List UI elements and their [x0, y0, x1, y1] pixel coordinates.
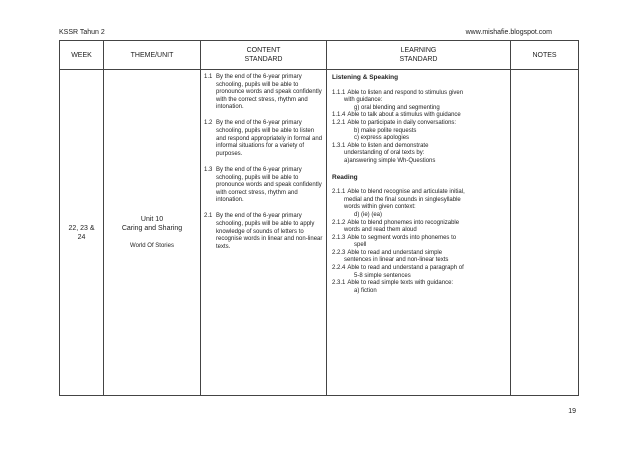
unit-theme: Caring and Sharing	[121, 224, 183, 232]
learning-standard-subitem: g) oral blending and segmenting	[354, 104, 440, 111]
learning-standard-item: 2.3.1 Able to read simple texts with guidance:	[332, 280, 454, 287]
unit-topic: World Of Stories	[130, 242, 174, 249]
learning-standard-item: 1.1.4 Able to talk about a stimulus with guidance	[332, 112, 461, 119]
learning-standard-item: 1.3.1 Able to listen and demonstrate	[332, 142, 429, 149]
learning-standard-item: 1.1.1 Able to listen and respond to stimulus given	[332, 89, 464, 96]
learning-standard-item: 2.1.2 Able to blend phonemes into recognizable	[332, 219, 460, 226]
content-standard-cell	[201, 70, 327, 396]
learning-standard-item: 2.1.3 Able to segment words into phonemes to	[332, 234, 457, 241]
column-header-content-standard: CONTENT STANDARD	[201, 41, 327, 70]
learning-standard-continuation: words and read them aloud	[344, 227, 417, 234]
learning-standard-continuation: words within given context:	[344, 204, 416, 211]
column-header-week: WEEK	[60, 41, 104, 70]
content-standard-item: 1.1 By the end of the 6-year primary schooling, pupils will be able to pronounce words and speak confidently with the correct stress, rhythm and intonation.	[204, 74, 322, 111]
listening-speaking-heading: Listening & Speaking	[332, 74, 399, 81]
reading-heading: Reading	[332, 173, 358, 181]
content-standard-item: 2.1 By the end of the 6-year primary schooling, pupils will be able to apply knowledge of sounds of letters to recognise words in linear and non-linear texts.	[204, 213, 323, 250]
learning-standard-continuation: a)answering simple Wh-Questions	[344, 157, 436, 164]
learning-standard-cell	[327, 70, 511, 396]
learning-standard-subitem: b) make polite requests	[354, 127, 417, 134]
learning-standard-subitem: a) fiction	[354, 287, 377, 294]
learning-standard-item: 2.1.1 Able to blend recognise and articulate initial,	[332, 189, 465, 196]
learning-standard-subitem: d) (ie) (ea)	[354, 211, 383, 218]
page-number: 19	[568, 408, 576, 415]
learning-standard-continuation: understanding of oral texts by:	[344, 150, 425, 157]
learning-standard-continuation: 5-8 simple sentences	[354, 272, 411, 279]
learning-standard-item: 1.2.1 Able to participate in daily conversations:	[332, 119, 457, 126]
column-header-learning-standard: LEARNING STANDARD	[327, 41, 511, 70]
unit-title: Unit 10	[140, 215, 164, 223]
notes-cell	[511, 70, 579, 396]
column-header-theme: THEME/UNIT	[104, 41, 201, 70]
header-title: KSSR Tahun 2	[59, 29, 105, 36]
syllabus-table	[59, 40, 579, 396]
content-standard-item: 1.2 By the end of the 6-year primary schooling, pupils will be able to listen and respond appropriately in formal and informal situations for a variety of purposes.	[204, 120, 323, 157]
learning-standard-subitem: c) express apologies	[354, 135, 410, 142]
learning-standard-continuation: with guidance:	[344, 97, 383, 104]
column-header-notes: NOTES	[511, 41, 579, 70]
week-cell: 22, 23 & 24	[60, 70, 104, 396]
learning-standard-item: 2.2.4 Able to read and understand a paragraph of	[332, 265, 464, 272]
table-row	[60, 70, 579, 396]
learning-standard-item: 2.2.3 Able to read and understand simple	[332, 249, 443, 256]
learning-standard-continuation: spell	[354, 242, 367, 249]
learning-standard-continuation: medial and the final sounds in singlesyllable	[344, 196, 461, 203]
table-header-row	[60, 41, 579, 70]
learning-standard-continuation: sentences in linear and non-linear texts	[344, 257, 449, 264]
theme-cell	[104, 70, 201, 396]
content-standard-item: 1.3 By the end of the 6-year primary schooling, pupils will be able to pronounce words and speak confidently with correct stress, rhythm and intonation.	[204, 166, 322, 204]
header-url: www.mishafie.blogspot.com	[465, 29, 552, 36]
